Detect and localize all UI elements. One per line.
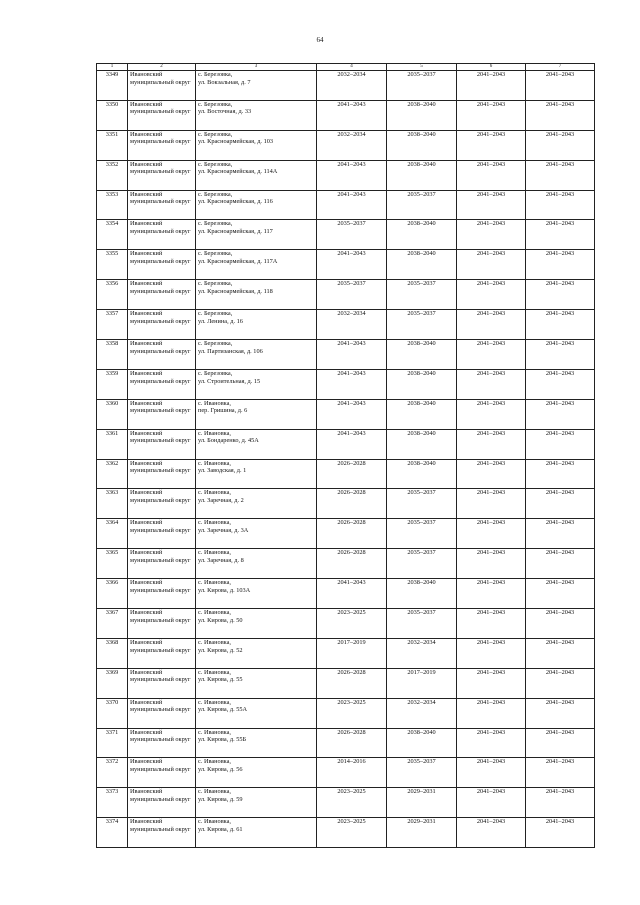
row-number: 3352 xyxy=(97,160,128,190)
period-col-5: 2035–2037 xyxy=(387,519,457,549)
address-settlement: с. Ивановка, xyxy=(198,579,232,587)
table-row xyxy=(97,160,595,190)
period-col-7: 2041–2043 xyxy=(526,399,595,429)
period-col-5: 2035–2037 xyxy=(387,549,457,579)
period-col-6: 2041–2043 xyxy=(457,250,526,280)
period-col-4: 2023–2025 xyxy=(317,788,387,818)
municipality-name: Ивановский муниципальный округ xyxy=(130,758,191,774)
address-cell xyxy=(196,579,317,609)
period-col-6: 2041–2043 xyxy=(457,489,526,519)
address-settlement: с. Березовка, xyxy=(198,100,233,108)
period-col-5: 2038–2040 xyxy=(387,250,457,280)
municipality-cell xyxy=(128,369,196,399)
table-row xyxy=(97,788,595,818)
period-col-7: 2041–2043 xyxy=(526,638,595,668)
row-number: 3363 xyxy=(97,489,128,519)
address-street: ул. Бондаренко, д. 45А xyxy=(198,437,259,445)
address-street: ул. Заречная, д. 3А xyxy=(198,526,249,534)
address-settlement: с. Березовка, xyxy=(198,369,233,377)
municipality-name: Ивановский муниципальный округ xyxy=(130,250,191,265)
municipality-name: Ивановский муниципальный округ xyxy=(130,310,191,325)
period-col-6: 2041–2043 xyxy=(457,369,526,399)
period-col-4: 2026–2028 xyxy=(317,519,387,549)
period-col-5: 2038–2040 xyxy=(387,100,457,130)
period-col-5: 2038–2040 xyxy=(387,728,457,758)
address-cell xyxy=(196,130,317,160)
municipality-cell xyxy=(128,100,196,130)
period-col-7: 2041–2043 xyxy=(526,698,595,728)
address-cell xyxy=(196,369,317,399)
period-col-7: 2041–2043 xyxy=(526,340,595,370)
address-cell xyxy=(196,758,317,788)
period-col-7: 2041–2043 xyxy=(526,609,595,639)
row-number: 3354 xyxy=(97,220,128,250)
row-number: 3350 xyxy=(97,100,128,130)
table-row xyxy=(97,310,595,340)
address-cell xyxy=(196,399,317,429)
address-street: ул. Ленина, д. 16 xyxy=(198,317,243,325)
period-col-5: 2035–2037 xyxy=(387,310,457,340)
row-number: 3373 xyxy=(97,788,128,818)
period-col-4: 2041–2043 xyxy=(317,579,387,609)
period-col-6: 2041–2043 xyxy=(457,788,526,818)
period-col-6: 2041–2043 xyxy=(457,71,526,101)
municipality-name: Ивановский муниципальный округ xyxy=(130,340,191,355)
address-cell xyxy=(196,489,317,519)
period-col-7: 2041–2043 xyxy=(526,250,595,280)
period-col-6: 2041–2043 xyxy=(457,519,526,549)
address-settlement: с. Ивановка, xyxy=(198,609,232,617)
period-col-5: 2032–2034 xyxy=(387,638,457,668)
period-col-4: 2041–2043 xyxy=(317,190,387,220)
address-street: ул. Кирова, д. 56 xyxy=(198,766,243,774)
address-settlement: с. Березовка, xyxy=(198,130,233,138)
municipality-name: Ивановский муниципальный округ xyxy=(130,160,191,176)
period-col-7: 2041–2043 xyxy=(526,818,595,848)
municipality-cell xyxy=(128,340,196,370)
period-col-7: 2041–2043 xyxy=(526,758,595,788)
period-col-7: 2041–2043 xyxy=(526,549,595,579)
row-number: 3365 xyxy=(97,549,128,579)
address-settlement: с. Ивановка, xyxy=(198,698,232,706)
municipality-cell xyxy=(128,280,196,310)
address-settlement: с. Березовка, xyxy=(198,250,233,258)
period-col-4: 2041–2043 xyxy=(317,250,387,280)
table-row xyxy=(97,100,595,130)
municipality-cell xyxy=(128,728,196,758)
address-cell xyxy=(196,698,317,728)
address-street: ул. Заводская, д. 1 xyxy=(198,467,247,475)
municipality-name: Ивановский муниципальный округ xyxy=(130,190,191,206)
municipality-name: Ивановский муниципальный округ xyxy=(130,519,191,534)
address-street: ул. Красноармейская, д. 118 xyxy=(198,287,273,295)
period-col-6: 2041–2043 xyxy=(457,310,526,340)
row-number: 3358 xyxy=(97,340,128,370)
municipality-name: Ивановский муниципальный округ xyxy=(130,668,191,684)
period-col-5: 2035–2037 xyxy=(387,71,457,101)
period-col-7: 2041–2043 xyxy=(526,130,595,160)
period-col-5: 2032–2034 xyxy=(387,698,457,728)
row-number: 3369 xyxy=(97,668,128,698)
municipality-cell xyxy=(128,160,196,190)
address-street: ул. Красноармейская, д. 103 xyxy=(198,138,274,146)
row-number: 3357 xyxy=(97,310,128,340)
municipality-cell xyxy=(128,818,196,848)
period-col-4: 2026–2028 xyxy=(317,668,387,698)
address-street: ул. Кирова, д. 52 xyxy=(198,646,243,654)
period-col-4: 2032–2034 xyxy=(317,130,387,160)
municipality-name: Ивановский муниципальный округ xyxy=(130,399,191,415)
period-col-4: 2026–2028 xyxy=(317,728,387,758)
address-settlement: с. Ивановка, xyxy=(198,399,232,407)
period-col-4: 2026–2028 xyxy=(317,489,387,519)
address-cell xyxy=(196,788,317,818)
address-settlement: с. Ивановка, xyxy=(198,728,232,736)
table-row xyxy=(97,698,595,728)
address-settlement: с. Ивановка, xyxy=(198,429,232,437)
table-row xyxy=(97,609,595,639)
column-number-header: 7 xyxy=(526,64,595,71)
municipality-cell xyxy=(128,668,196,698)
period-col-4: 2035–2037 xyxy=(317,280,387,310)
period-col-7: 2041–2043 xyxy=(526,160,595,190)
address-settlement: с. Ивановка, xyxy=(198,788,232,796)
row-number: 3359 xyxy=(97,369,128,399)
period-col-6: 2041–2043 xyxy=(457,609,526,639)
period-col-4: 2041–2043 xyxy=(317,160,387,190)
address-street: ул. Красноармейская, д. 117А xyxy=(198,257,278,265)
period-col-4: 2023–2025 xyxy=(317,818,387,848)
period-col-6: 2041–2043 xyxy=(457,668,526,698)
period-col-6: 2041–2043 xyxy=(457,190,526,220)
municipality-cell xyxy=(128,220,196,250)
address-settlement: с. Березовка, xyxy=(198,310,233,318)
municipality-name: Ивановский муниципальный округ xyxy=(130,638,191,654)
period-col-6: 2041–2043 xyxy=(457,579,526,609)
address-street: ул. Кирова, д. 55 xyxy=(198,676,243,684)
period-col-7: 2041–2043 xyxy=(526,369,595,399)
period-col-5: 2038–2040 xyxy=(387,459,457,489)
table-row xyxy=(97,190,595,220)
address-street: ул. Кирова, д. 103А xyxy=(198,586,251,594)
period-col-5: 2038–2040 xyxy=(387,340,457,370)
period-col-4: 2017–2019 xyxy=(317,638,387,668)
period-col-7: 2041–2043 xyxy=(526,280,595,310)
period-col-5: 2029–2031 xyxy=(387,818,457,848)
address-street: ул. Кирова, д. 55Б xyxy=(198,736,247,744)
row-number: 3351 xyxy=(97,130,128,160)
period-col-7: 2041–2043 xyxy=(526,728,595,758)
period-col-6: 2041–2043 xyxy=(457,220,526,250)
column-number-header: 6 xyxy=(457,64,526,71)
row-number: 3360 xyxy=(97,399,128,429)
municipality-cell xyxy=(128,698,196,728)
period-col-7: 2041–2043 xyxy=(526,429,595,459)
table-row xyxy=(97,728,595,758)
period-col-5: 2038–2040 xyxy=(387,160,457,190)
address-street: пер. Гришина, д. 6 xyxy=(198,407,248,415)
municipality-name: Ивановский муниципальный округ xyxy=(130,130,191,146)
address-street: ул. Партизанская, д. 106 xyxy=(198,347,263,355)
address-settlement: с. Ивановка, xyxy=(198,758,232,766)
municipality-name: Ивановский муниципальный округ xyxy=(130,71,191,86)
period-col-5: 2035–2037 xyxy=(387,609,457,639)
period-col-7: 2041–2043 xyxy=(526,489,595,519)
period-col-6: 2041–2043 xyxy=(457,100,526,130)
address-street: ул. Заречная, д. 2 xyxy=(198,497,244,505)
period-col-7: 2041–2043 xyxy=(526,519,595,549)
address-street: ул. Кирова, д. 59 xyxy=(198,795,243,803)
table-row xyxy=(97,369,595,399)
column-number-header: 1 xyxy=(97,64,128,71)
row-number: 3356 xyxy=(97,280,128,310)
address-cell xyxy=(196,638,317,668)
period-col-7: 2041–2043 xyxy=(526,579,595,609)
address-street: ул. Кирова, д. 50 xyxy=(198,616,243,624)
municipality-name: Ивановский муниципальный округ xyxy=(130,788,191,803)
period-col-6: 2041–2043 xyxy=(457,429,526,459)
municipality-name: Ивановский муниципальный округ xyxy=(130,818,191,833)
column-number-row xyxy=(97,64,595,71)
table-row xyxy=(97,130,595,160)
municipality-cell xyxy=(128,788,196,818)
address-cell xyxy=(196,310,317,340)
row-number: 3364 xyxy=(97,519,128,549)
table-row xyxy=(97,399,595,429)
period-col-7: 2041–2043 xyxy=(526,668,595,698)
period-col-7: 2041–2043 xyxy=(526,310,595,340)
period-col-4: 2041–2043 xyxy=(317,429,387,459)
row-number: 3367 xyxy=(97,609,128,639)
address-settlement: с. Ивановка, xyxy=(198,638,232,646)
period-col-4: 2023–2025 xyxy=(317,609,387,639)
address-settlement: с. Березовка, xyxy=(198,160,233,168)
period-col-5: 2035–2037 xyxy=(387,758,457,788)
municipality-name: Ивановский муниципальный округ xyxy=(130,728,191,744)
address-cell xyxy=(196,609,317,639)
address-settlement: с. Ивановка, xyxy=(198,489,232,497)
column-number-header: 4 xyxy=(317,64,387,71)
period-col-4: 2014–2016 xyxy=(317,758,387,788)
table-row xyxy=(97,71,595,101)
period-col-5: 2038–2040 xyxy=(387,220,457,250)
period-col-5: 2035–2037 xyxy=(387,489,457,519)
table-row xyxy=(97,489,595,519)
address-street: ул. Красноармейская, д. 116 xyxy=(198,198,273,206)
address-cell xyxy=(196,220,317,250)
period-col-5: 2038–2040 xyxy=(387,369,457,399)
period-col-6: 2041–2043 xyxy=(457,459,526,489)
period-col-6: 2041–2043 xyxy=(457,728,526,758)
period-col-6: 2041–2043 xyxy=(457,160,526,190)
period-col-4: 2032–2034 xyxy=(317,71,387,101)
period-col-5: 2038–2040 xyxy=(387,429,457,459)
row-number: 3366 xyxy=(97,579,128,609)
period-col-4: 2041–2043 xyxy=(317,340,387,370)
period-col-5: 2038–2040 xyxy=(387,579,457,609)
address-cell xyxy=(196,100,317,130)
table-row xyxy=(97,758,595,788)
table-row xyxy=(97,340,595,370)
row-number: 3371 xyxy=(97,728,128,758)
municipality-name: Ивановский муниципальный округ xyxy=(130,489,191,505)
row-number: 3370 xyxy=(97,698,128,728)
address-settlement: с. Березовка, xyxy=(198,190,233,198)
address-cell xyxy=(196,728,317,758)
address-cell xyxy=(196,519,317,549)
table-row xyxy=(97,280,595,310)
row-number: 3361 xyxy=(97,429,128,459)
period-col-6: 2041–2043 xyxy=(457,130,526,160)
municipality-name: Ивановский муниципальный округ xyxy=(130,220,191,236)
row-number: 3368 xyxy=(97,638,128,668)
period-col-5: 2038–2040 xyxy=(387,130,457,160)
address-settlement: с. Березовка, xyxy=(198,340,233,348)
period-col-6: 2041–2043 xyxy=(457,399,526,429)
table-row xyxy=(97,220,595,250)
address-cell xyxy=(196,71,317,101)
address-cell xyxy=(196,160,317,190)
period-col-6: 2041–2043 xyxy=(457,549,526,579)
municipality-cell xyxy=(128,758,196,788)
municipality-cell xyxy=(128,190,196,220)
page-number: 64 xyxy=(316,36,324,44)
period-col-6: 2041–2043 xyxy=(457,340,526,370)
municipality-name: Ивановский муниципальный округ xyxy=(130,459,191,475)
period-col-7: 2041–2043 xyxy=(526,459,595,489)
row-number: 3374 xyxy=(97,818,128,848)
period-col-4: 2023–2025 xyxy=(317,698,387,728)
address-street: ул. Кирова, д. 61 xyxy=(198,825,243,833)
period-col-4: 2032–2034 xyxy=(317,310,387,340)
municipality-name: Ивановский муниципальный округ xyxy=(130,369,191,385)
municipality-cell xyxy=(128,549,196,579)
municipality-cell xyxy=(128,638,196,668)
table-row xyxy=(97,429,595,459)
period-col-4: 2026–2028 xyxy=(317,459,387,489)
row-number: 3372 xyxy=(97,758,128,788)
address-cell xyxy=(196,818,317,848)
address-settlement: с. Березовка, xyxy=(198,71,233,78)
municipality-cell xyxy=(128,310,196,340)
address-street: ул. Строительная, д. 15 xyxy=(198,377,261,385)
address-cell xyxy=(196,340,317,370)
address-cell xyxy=(196,250,317,280)
municipality-cell xyxy=(128,519,196,549)
period-col-5: 2038–2040 xyxy=(387,399,457,429)
address-settlement: с. Березовка, xyxy=(198,220,233,228)
municipality-cell xyxy=(128,71,196,101)
address-cell xyxy=(196,668,317,698)
municipality-name: Ивановский муниципальный округ xyxy=(130,609,191,624)
municipality-name: Ивановский муниципальный округ xyxy=(130,280,191,295)
table-row xyxy=(97,459,595,489)
table-row xyxy=(97,579,595,609)
table-row xyxy=(97,668,595,698)
period-col-6: 2041–2043 xyxy=(457,698,526,728)
municipality-cell xyxy=(128,489,196,519)
address-street: ул. Восточная, д. 33 xyxy=(198,108,252,116)
municipality-name: Ивановский муниципальный округ xyxy=(130,698,191,714)
period-col-6: 2041–2043 xyxy=(457,638,526,668)
municipality-name: Ивановский муниципальный округ xyxy=(130,579,191,594)
row-number: 3353 xyxy=(97,190,128,220)
table-row xyxy=(97,250,595,280)
period-col-4: 2041–2043 xyxy=(317,100,387,130)
period-col-5: 2017–2019 xyxy=(387,668,457,698)
housing-register-table xyxy=(96,63,595,848)
period-col-4: 2026–2028 xyxy=(317,549,387,579)
municipality-name: Ивановский муниципальный округ xyxy=(130,100,191,116)
period-col-5: 2035–2037 xyxy=(387,190,457,220)
address-cell xyxy=(196,429,317,459)
period-col-6: 2041–2043 xyxy=(457,818,526,848)
period-col-4: 2041–2043 xyxy=(317,369,387,399)
row-number: 3362 xyxy=(97,459,128,489)
address-street: ул. Заречная, д. 8 xyxy=(198,556,244,564)
table-row xyxy=(97,638,595,668)
period-col-6: 2041–2043 xyxy=(457,280,526,310)
row-number: 3349 xyxy=(97,71,128,101)
table-row xyxy=(97,818,595,848)
address-cell xyxy=(196,459,317,489)
municipality-name: Ивановский муниципальный округ xyxy=(130,549,191,564)
municipality-cell xyxy=(128,250,196,280)
municipality-cell xyxy=(128,579,196,609)
column-number-header: 3 xyxy=(196,64,317,71)
period-col-4: 2041–2043 xyxy=(317,399,387,429)
period-col-7: 2041–2043 xyxy=(526,220,595,250)
period-col-5: 2029–2031 xyxy=(387,788,457,818)
municipality-cell xyxy=(128,399,196,429)
municipality-cell xyxy=(128,459,196,489)
municipality-name: Ивановский муниципальный округ xyxy=(130,429,191,445)
address-settlement: с. Ивановка, xyxy=(198,818,232,826)
address-settlement: с. Березовка, xyxy=(198,280,233,288)
address-cell xyxy=(196,190,317,220)
address-street: ул. Вокзальная, д. 7 xyxy=(198,78,251,86)
municipality-cell xyxy=(128,429,196,459)
table-body xyxy=(97,71,595,848)
address-settlement: с. Ивановка, xyxy=(198,668,232,676)
address-street: ул. Красноармейская, д. 114А xyxy=(198,168,278,176)
municipality-cell xyxy=(128,609,196,639)
column-number-header: 5 xyxy=(387,64,457,71)
period-col-7: 2041–2043 xyxy=(526,71,595,101)
address-street: ул. Кирова, д. 55А xyxy=(198,706,248,714)
period-col-7: 2041–2043 xyxy=(526,100,595,130)
table-row xyxy=(97,519,595,549)
column-number-header: 2 xyxy=(128,64,196,71)
address-settlement: с. Ивановка, xyxy=(198,459,232,467)
address-settlement: с. Ивановка, xyxy=(198,519,232,527)
period-col-7: 2041–2043 xyxy=(526,788,595,818)
period-col-6: 2041–2043 xyxy=(457,758,526,788)
period-col-4: 2035–2037 xyxy=(317,220,387,250)
address-settlement: с. Ивановка, xyxy=(198,549,232,557)
address-street: ул. Красноармейская, д. 117 xyxy=(198,228,273,236)
address-cell xyxy=(196,280,317,310)
period-col-7: 2041–2043 xyxy=(526,190,595,220)
period-col-5: 2035–2037 xyxy=(387,280,457,310)
table-row xyxy=(97,549,595,579)
row-number: 3355 xyxy=(97,250,128,280)
address-cell xyxy=(196,549,317,579)
municipality-cell xyxy=(128,130,196,160)
